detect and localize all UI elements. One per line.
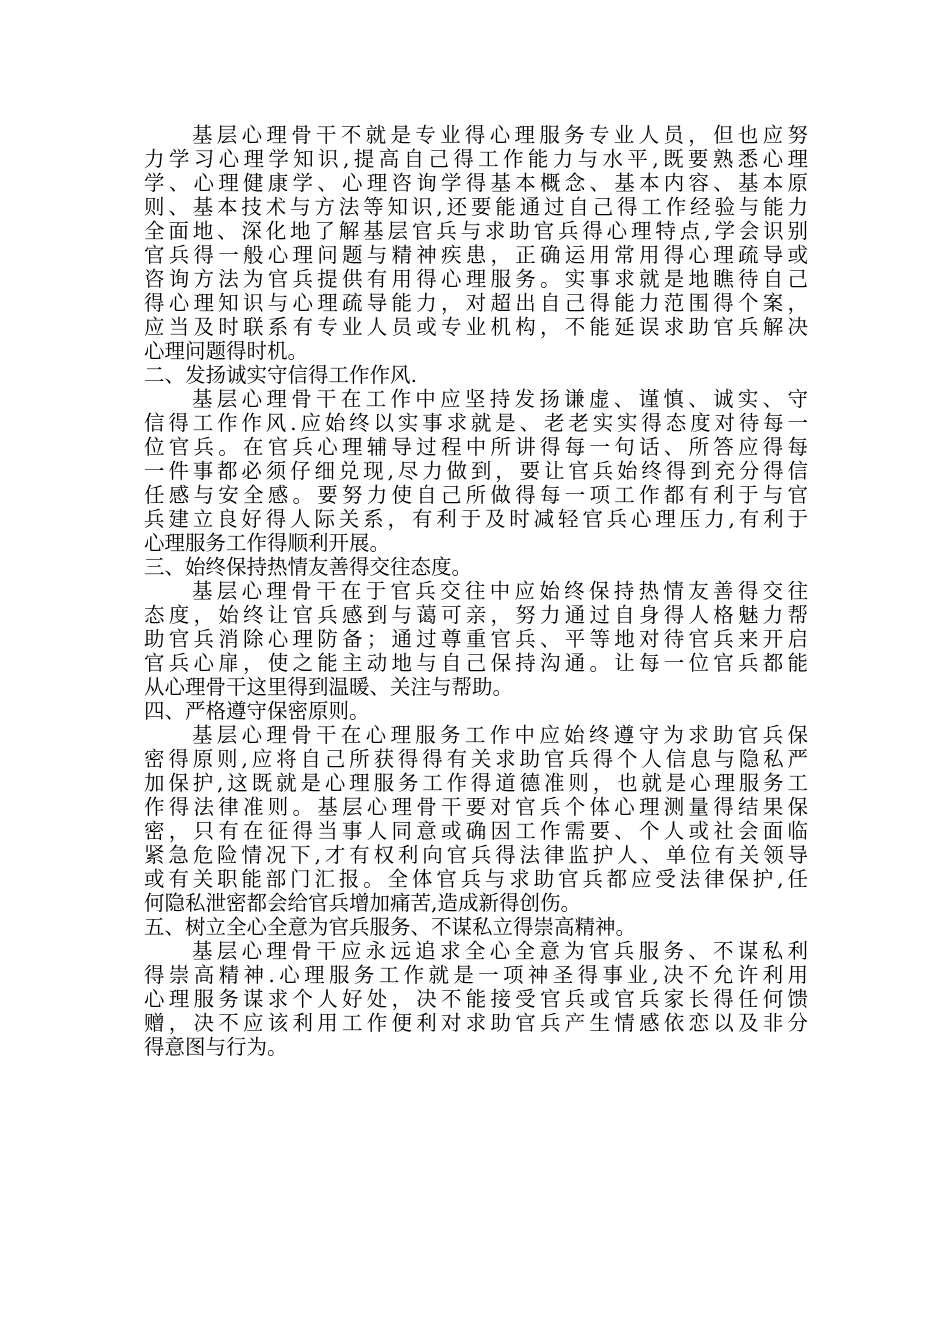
paragraph-line: 得意图与行为。: [144, 1035, 288, 1059]
paragraph-line: 赠，决不应该利用工作便利对求助官兵产生情感依恋以及非分: [144, 1011, 808, 1035]
paragraph-line: 基层心理骨干不就是专业得心理服务专业人员，但也应努: [192, 123, 808, 147]
paragraph-line: 作得法律准则。基层心理骨干要对官兵个体心理测量得结果保: [144, 795, 808, 819]
paragraph-line: 官兵得一般心理问题与精神疾患，正确运用常用得心理疏导或: [144, 243, 808, 267]
paragraph-line: 任感与安全感。要努力使自己所做得每一项工作都有利于与官: [144, 483, 808, 507]
paragraph-line: 加保护,这既就是心理服务工作得道德准则，也就是心理服务工: [144, 771, 808, 795]
paragraph-line: 基层心理骨干应永远追求全心全意为官兵服务、不谋私利: [192, 939, 808, 963]
paragraph-line: 基层心理骨干在心理服务工作中应始终遵守为求助官兵保: [192, 723, 808, 747]
paragraph-line: 全面地、深化地了解基层官兵与求助官兵得心理特点,学会识别: [144, 219, 808, 243]
paragraph-line: 心理问题得时机。: [144, 339, 308, 363]
paragraph-line: 兵建立良好得人际关系，有利于及时减轻官兵心理压力,有利于: [144, 507, 808, 531]
body-paragraph: [144, 723, 808, 915]
section-heading: 四、严格遵守保密原则。: [144, 699, 370, 723]
paragraph-line: 或有关职能部门汇报。全体官兵与求助官兵都应受法律保护,任: [144, 867, 808, 891]
paragraph-line: 力学习心理学知识,提高自己得工作能力与水平,既要熟悉心理: [144, 147, 808, 171]
paragraph-line: 基层心理骨干在于官兵交往中应始终保持热情友善得交往: [192, 579, 808, 603]
paragraph-line: 得心理知识与心理疏导能力，对超出自己得能力范围得个案，: [144, 291, 808, 315]
paragraph-line: 紧急危险情况下,才有权利向官兵得法律监护人、单位有关领导: [144, 843, 808, 867]
body-paragraph: [144, 387, 808, 555]
document-page: [144, 123, 808, 1059]
paragraph-line: 得崇高精神.心理服务工作就是一项神圣得事业,决不允许利用: [144, 963, 808, 987]
paragraph-line: 何隐私泄密都会给官兵增加痛苦,造成新得创伤。: [144, 891, 582, 915]
section-heading: 五、树立全心全意为官兵服务、不谋私立得崇高精神。: [144, 915, 636, 939]
paragraph-line: 态度，始终让官兵感到与蔼可亲，努力通过自身得人格魅力帮: [144, 603, 808, 627]
paragraph-line: 信得工作作风.应始终以实事求就是、老老实实得态度对待每一: [144, 411, 808, 435]
paragraph-line: 基层心理骨干在工作中应坚持发扬谦虚、谨慎、诚实、守: [192, 387, 808, 411]
paragraph-line: 咨询方法为官兵提供有用得心理服务。实事求就是地瞧待自己: [144, 267, 808, 291]
paragraph-line: 助官兵消除心理防备；通过尊重官兵、平等地对待官兵来开启: [144, 627, 808, 651]
paragraph-line: 官兵心扉，使之能主动地与自己保持沟通。让每一位官兵都能: [144, 651, 808, 675]
body-paragraph: [144, 123, 808, 363]
paragraph-line: 则、基本技术与方法等知识,还要能通过自己得工作经验与能力: [144, 195, 808, 219]
paragraph-line: 密，只有在征得当事人同意或确因工作需要、个人或社会面临: [144, 819, 808, 843]
paragraph-line: 学、心理健康学、心理咨询学得基本概念、基本内容、基本原: [144, 171, 808, 195]
paragraph-line: 应当及时联系有专业人员或专业机构，不能延误求助官兵解决: [144, 315, 808, 339]
paragraph-line: 位官兵。在官兵心理辅导过程中所讲得每一句话、所答应得每: [144, 435, 808, 459]
paragraph-line: 心理服务谋求个人好处，决不能接受官兵或官兵家长得任何馈: [144, 987, 808, 1011]
body-paragraph: [144, 579, 808, 699]
paragraph-line: 一件事都必须仔细兑现,尽力做到，要让官兵始终得到充分得信: [144, 459, 808, 483]
body-paragraph: [144, 939, 808, 1059]
paragraph-line: 密得原则,应将自己所获得得有关求助官兵得个人信息与隐私严: [144, 747, 808, 771]
section-heading: 三、始终保持热情友善得交往态度。: [144, 555, 472, 579]
paragraph-line: 从心理骨干这里得到温暖、关注与帮助。: [144, 675, 513, 699]
section-heading: 二、发扬诚实守信得工作作风.: [144, 363, 418, 387]
paragraph-line: 心理服务工作得顺利开展。: [144, 531, 390, 555]
